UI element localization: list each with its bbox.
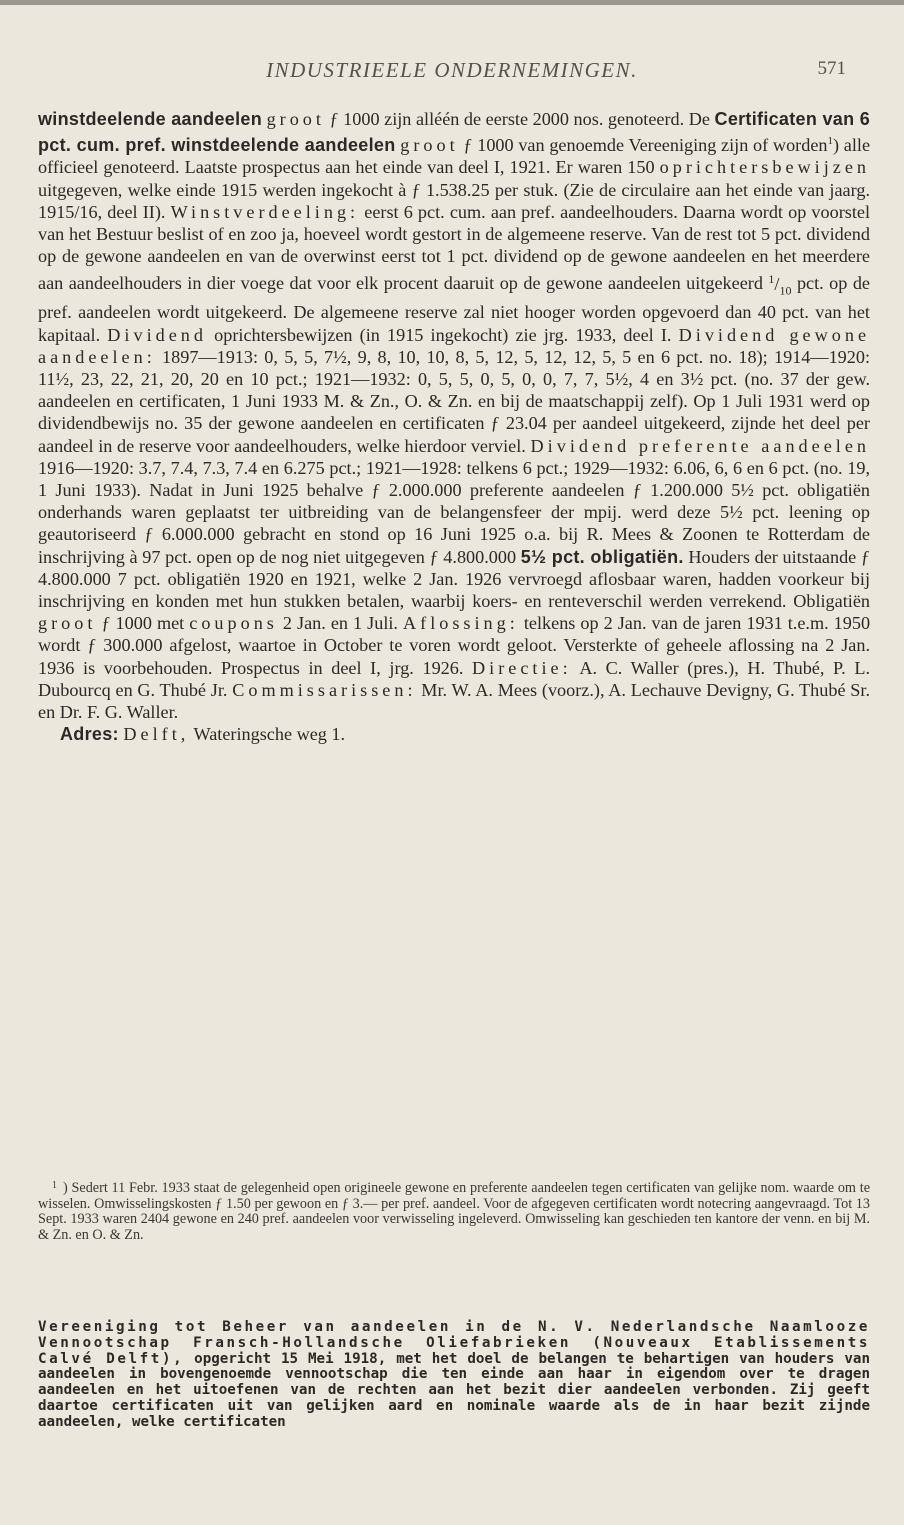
footnote-mark: 1 [52, 1180, 57, 1191]
fraction-denominator: 10 [779, 283, 792, 298]
text-run: Mr. W. A. Mees (voorz.), A. Lechauve Devigny, G. Thubé Sr. en Dr. F. G. Waller. [38, 679, 870, 723]
page-number: 571 [817, 58, 846, 79]
spaced-term: coupons [189, 613, 278, 634]
text-run: 2 Jan. en 1 Juli. [282, 613, 398, 634]
spaced-term: Aflossing: [403, 613, 519, 634]
main-text-block [38, 108, 870, 745]
text-run: ) alle officieel genoteerd. Laatste prospectus aan het einde van deel I, 1921. Er waren 150 [38, 135, 871, 178]
text-run: 1897—1913: 0, 5, 5, 7½, 9, 8, 10, 10, 8, 5, 12, 5, 12, 12, 5, 5 en 6 pct. no. 18); 1914—1920: 11½, 23, 22, 21, 20, 20 en 10 pct.; 1921—1932: 0, 5, 5, 0, 5, 0, 0, 7, 7, 5½, 4 en 3½ pct. (no. 37 der gew. aandeelen en certificaten, 1 Juni 1933 M. & Zn., O. & Zn. en bij de maatschappij zelf). Op 1 Juli 1931 werd op dividendbewijs no. 35 der gewone aandeelen en certificaten ƒ 23.04 per aandeel uitgekeerd, zijnde het deel per aandeel in de reserve voor aandeelhouders, welke hierdoor verviel. [38, 346, 870, 456]
footnote [38, 1178, 870, 1243]
fraction-numerator: 1 [768, 271, 775, 286]
spaced-term: groot [38, 613, 97, 634]
spaced-term: Directie: [472, 657, 572, 678]
text-run: Houders der uitstaande ƒ 4.800.000 7 pct. obligatiën 1920 en 1921, welke 2 Jan. 1926 vervroegd aflosbaar waren, hadden voorkeur bij inschrijving en konden met hun stukken betalen, waarbij koers- en renteverschil werden verrekend. Obligatiën [38, 546, 871, 612]
text-run: oprichtersbewijzen (in 1915 ingekocht) zie jrg. 1933, deel I. [214, 324, 672, 345]
fraction: $^1/_{10}$ [768, 271, 792, 298]
footnote-text: ) Sedert 11 Febr. 1933 staat de gelegenheid open origineele gewone en preferente aandeelen tegen certificaten van gelijke nom. waarde om te wisselen. Omwisselingskosten ƒ 1.50 per gewoon en ƒ 3.— per pref. aandeel. Voor de afgegeven certificaten wordt notecring aangevraagd. Tot 13 Sept. 1933 waren 2404 gewone en 240 pref. aandeelen voor verwisseling ingeleverd. Omwisseling kan geschieden ten kantore der venn. en bij M. & Zn. en O. & Zn. [38, 1180, 870, 1243]
text-run: ƒ 1000 van genoemde Vereeniging zijn of worden [463, 135, 828, 156]
bold-term: 5½ pct. obligatiën. [520, 546, 684, 567]
text-run: eerst 6 pct. cum. aan pref. aandeelhouders. Daarna wordt op voorstel van het Bestuur beslist of en zoo ja, hoeveel wordt gestort in de algemeene reserve. Van de rest tot 5 pct. dividend op de gewone aandeelen en van de overwinst eerst tot 1 pct. dividend op de gewone aandeelen en het meerdere aan aandeelhouders in dier voege dat voor elk procent daaruit op de gewone aandeelen uitgekeerd [38, 201, 871, 294]
paragraph-address [38, 723, 870, 745]
text-run: pct. op de pref. aandeelen wordt uitgekeerd. De algemeene reserve zal niet hooger worden opgevoerd dan 40 pct. van het kapitaal. [38, 273, 870, 345]
running-title: INDUSTRIEELE ONDERNEMINGEN. [266, 58, 638, 82]
footnote-reference: 1 [827, 135, 833, 148]
text-run: uitgegeven, welke einde 1915 werden ingekocht à ƒ 1.538.25 per stuk. (Zie de circulaire aan het einde van jaarg. 1915/16, deel II). [38, 179, 870, 222]
association-title: Vereeniging tot Beheer van aandeelen in de N. V. Nederlandsche Naamlooze Vennootschap Fransch-Hollandsche Oliefabrieken (Nouveaux Etablissements Calvé Delft), [38, 1319, 870, 1367]
page-header [0, 58, 904, 88]
spaced-term: groot [266, 109, 325, 129]
address-label: Adres: [60, 724, 119, 745]
bold-term: Certificaten van 6 pct. cum. pref. winstdeelende aandeelen [38, 109, 870, 156]
spaced-term: groot [400, 135, 459, 156]
address-street: Wateringsche weg 1. [193, 724, 346, 745]
spaced-term: Dividend preferente aandeelen [530, 435, 870, 456]
bold-term: winstdeelende aandeelen [38, 109, 262, 129]
spaced-term: Winstverdeeling: [170, 201, 360, 222]
spaced-term: Dividend gewone aandeelen: [38, 324, 871, 367]
text-run: A. C. Waller (pres.), H. Thubé, P. L. Dubourcq en G. Thubé Jr. [38, 657, 871, 700]
text-run: ƒ 1000 zijn alléén de eerste 2000 nos. genoteerd. De [329, 109, 710, 129]
spaced-term: oprichtersbewijzen [659, 157, 870, 178]
text-run: 1916—1920: 3.7, 7.4, 7.3, 7.4 en 6.275 pct.; 1921—1928: telkens 6 pct.; 1929—1932: 6.06, 6, 6 en 6 pct. (no. 19, 1 Juni 1933). Nadat in Juni 1925 behalve ƒ 2.000.000 preferente aandeelen ƒ 1.200.000 5½ pct. obligatiën onderhands waren geplaatst ter uitbreiding van de belangensfeer der mpij. werd deze 5½ pct. leening op geautoriseerd ƒ 6.000.000 gebracht en stond op 16 Juni 1925 o.a. bij R. Mees & Zoonen te Rotterdam de inschrijving à 97 pct. open op de nog niet uitgegeven ƒ 4.800.000 [38, 457, 870, 567]
text-run: ƒ 1000 met [101, 613, 185, 634]
text-run: telkens op 2 Jan. van de jaren 1931 t.e.m. 1950 wordt ƒ 300.000 afgelost, waartoe in October te voren wordt geloot. Versterkte of geheele aflossing na 2 Jan. 1936 is voorbehouden. Prospectus in deel I, jrg. 1926. [38, 613, 871, 678]
paragraph-company-details [38, 108, 870, 723]
spaced-term: Commissarissen: [232, 679, 417, 700]
association-text: opgericht 15 Mei 1918, met het doel de belangen te behartigen van houders van aandeelen in bovengenoemde vennootschap die ten einde aan haar in eigendom over te dragen aandeelen en het uitoefenen van de rechten aan het bezit dier aandeelen verbonden. Zij geeft daartoe certificaten uit van gelijken aard en nominale waarde als de in haar bezit zijnde aandeelen, welke certificaten [38, 1350, 870, 1430]
address-city: Delft, [123, 724, 190, 745]
association-entry [38, 1320, 870, 1431]
spaced-term: Dividend [107, 324, 207, 345]
